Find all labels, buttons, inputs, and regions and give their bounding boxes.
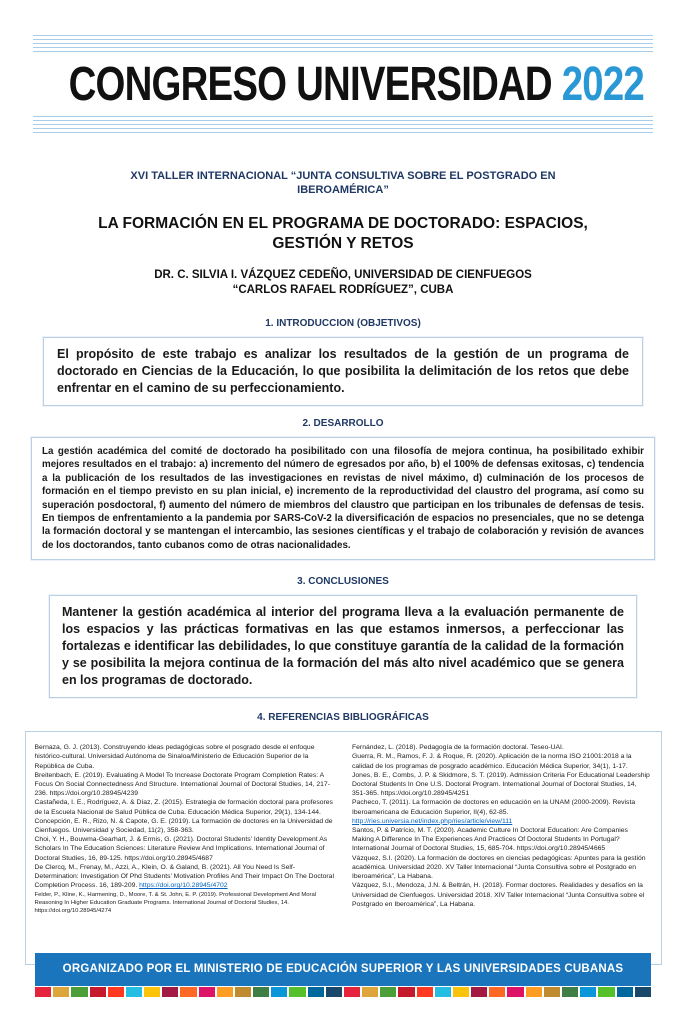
congress-year: 2022 [561, 58, 644, 111]
reference-entry: Bernaza, G. J. (2013). Construyendo ideas pedagógicas sobre el posgrado desde el enfoque histórico-cultural. Universidad Autónoma de Sinaloa/Ministerio de Educación Superior de la República de Cuba. [34, 744, 315, 770]
congress-title-text: CONGRESO UNIVERSIDAD [68, 58, 562, 111]
sdg-color-block [144, 987, 160, 997]
sdg-color-block [417, 987, 433, 997]
sdg-color-block [453, 987, 469, 997]
desarrollo-text-box: La gestión académica del comité de doctorado ha posibilitado con una filosofía de mejora continua, ha posibilitado exhibir mejores resultados en el trabajo: a) incremento del número de egresados por año, b) el 100% de defensas exitosas, c) tendencia a la publicación de los resultados de las investigaciones en revistas de nivel máximo, d) culminación de los procesos de formación en el tiempo previsto en su plan inicial, e) incremento de la reproductividad del claustro del programa, así como su superación posdoctoral, f) aumento del número de miembros del claustro que participan en los tribunales de defensas de tesis. En tiempos de enfrentamiento a la pandemia por SARS-CoV-2 la diversificación de espacios no presenciales, que no se detenga la formación doctoral y se mantengan el intercambio, las sesiones científicas y el trabajo de colaboración y revisión de avances de los doctorandos, tanto cubanos como de otras nacionalidades. [31, 437, 655, 560]
sdg-color-block [635, 987, 651, 997]
sdg-color-strip [35, 987, 651, 997]
sdg-color-block [180, 987, 196, 997]
reference-entry: Breitenbach, E. (2019). Evaluating A Model To Increase Doctorate Program Completion Rates: A Focus On Social Connectedness And Structure. International Journal of Doctoral Studies, 14, 217-236. https://doi.org/10.28945/4239 [34, 771, 330, 798]
sdg-color-block [108, 987, 124, 997]
reference-entry: Choi, Y. H., Bouwma-Gearhart, J. & Ermis, G. (2021). Doctoral Students’ Identity Development As Scholars In The Education Sciences: Literature Review And Implications. International Journal of Doctoral Studies, 16, 89-125. https://doi.org/10.28945/4687 [34, 836, 328, 862]
sdg-color-block [235, 987, 251, 997]
section-heading-introduccion: 1. INTRODUCCION (OBJETIVOS) [265, 318, 421, 329]
sdg-color-block [217, 987, 233, 997]
reference-entry: Concepción, E. R., Rizo, N. & Capote, G. E. (2019). La formación de doctores en la Universidad de Cienfuegos. Universidad y Sociedad, 11(2), 358-363. [34, 817, 333, 835]
sdg-color-block [308, 987, 324, 997]
conclusiones-text-box: Mantener la gestión académica al interior del programa lleva a la evaluación permanente de los espacios y las prácticas formativas en las que estamos inmersos, a perfeccionar las fortalezas e identificar las debilidades, lo que constituye garantía de la calidad de la formación y se posibilita la mejora continua de la formación del más alto nivel académico que se genera en los programas de doctorado. [49, 595, 637, 698]
sdg-color-block [344, 987, 360, 997]
reference-entry: Castañeda, I. E., Rodríguez, A. & Díaz, Z. (2015). Estrategia de formación doctoral para profesores de la Escuela Nacional de Salud Pública de Cuba. Educación Médica Superior, 29(1), 134-144. [34, 799, 333, 816]
sdg-color-block [362, 987, 378, 997]
footer [0, 953, 686, 997]
introduccion-text-box: El propósito de este trabajo es analizar los resultados de la gestión de un programa de doctorado en Ciencias de la Educación, lo que posibilita la delimitación de los retos que debe enfrentar en el camino de su perfeccionamiento. [43, 337, 643, 406]
reference-entry: Santos, P. & Patrício, M. T. (2020). Academic Culture In Doctoral Education: Are Companies Making A Difference In The Experiences And Practices Of Doctoral Students In Portugal? International Journal of Doctoral Studies, 15, 685-704. https://doi.org/10.28945/4665 [352, 827, 628, 853]
references-column-left [35, 743, 335, 953]
section-heading-desarrollo: 2. DESARROLLO [302, 418, 384, 429]
sdg-color-block [162, 987, 178, 997]
sdg-color-block [271, 987, 287, 997]
sdg-color-block [580, 987, 596, 997]
sdg-color-block [562, 987, 578, 997]
reference-entry: Vázquez, S.I., Mendoza, J.N. & Beltrán, H. (2018). Formar doctores. Realidades y desafíos en la Universidad de Cienfuegos. Universidad 2018. XIV Taller Internacional “Junta Consultiva sobre el Postgrado en Iberoamérica”, La Habana. [352, 882, 645, 908]
reference-link[interactable]: http://ries.universia.net/index.php/ries/article/view/111 [352, 817, 513, 825]
sdg-color-block [526, 987, 542, 997]
reference-entry: Guerra, R. M., Ramos, F. J. & Roque, R. (2020). Aplicación de la norma ISO 21001:2018 a la calidad de los programas de posgrado académico. Educación Médica Superior, 34(1), 1-17. [352, 753, 632, 770]
sdg-color-block [598, 987, 614, 997]
author-line-2: “CARLOS RAFAEL RODRÍGUEZ”, CUBA [232, 284, 454, 296]
sdg-color-block [289, 987, 305, 997]
sdg-color-block [489, 987, 505, 997]
sdg-color-block [507, 987, 523, 997]
decorative-lines-top [33, 35, 653, 52]
sdg-color-block [326, 987, 342, 997]
sdg-color-block [435, 987, 451, 997]
sdg-color-block [617, 987, 633, 997]
reference-link[interactable]: https://doi.org/10.28945/4702 [139, 882, 228, 890]
sdg-color-block [471, 987, 487, 997]
reference-entry: Pacheco, T. (2011). La formación de doctores en educación en la UNAM (2000-2009). Revista Iberoamericana de Educación Superior, II(4), 62-85. http://ries.universia.net/index.php/ries/article/view/111 [352, 799, 636, 825]
section-heading-conclusiones: 3. CONCLUSIONES [297, 576, 389, 588]
reference-entry: De Clercq, M., Frenay, M., Azzi, A., Klein, O. & Galand, B. (2021). All You Need Is Self-Determination: Investigation Of Phd Students’ Motivation Profiles And Their Impact On The Doctoral Completion Process. 16, 189-209. https://doi.org/10.28945/4702 [34, 863, 334, 890]
congress-title [68, 58, 644, 111]
sdg-color-block [90, 987, 106, 997]
references-column-right [352, 743, 652, 953]
sdg-color-block [35, 987, 51, 997]
reference-entry: Felder, P., Kline, K., Harmening, D., Moore, T. & St. John, E. P. (2019). Professional Development And Moral Reasoning In Higher Education Graduate Programs. International Journal of Doctoral Studies, 14. https://doi.org/10.28945/4274 [34, 891, 317, 914]
reference-entry: Fernández, L. (2018). Pedagogía de la formación doctoral. Teseo-UAI. [352, 744, 564, 752]
sdg-color-block [544, 987, 560, 997]
decorative-lines-bottom [33, 116, 653, 133]
workshop-subtitle: XVI TALLER INTERNACIONAL “JUNTA CONSULTIVA SOBRE EL POSTGRADO EN IBEROAMÉRICA” [130, 170, 556, 196]
sdg-color-block [253, 987, 269, 997]
sdg-color-block [380, 987, 396, 997]
author-block [63, 268, 623, 298]
paper-title: LA FORMACIÓN EN EL PROGRAMA DE DOCTORADO: ESPACIOS, GESTIÓN Y RETOS [98, 215, 588, 252]
sdg-color-block [398, 987, 414, 997]
reference-entry: Vázquez, S.I. (2020). La formación de doctores en ciencias pedagógicas: Apuntes para la gestión académica. Universidad 2020. XV Taller Internacional “Junta Consultiva sobre el Postgrado en Iberoamérica”, La Habana. [352, 854, 646, 881]
section-heading-referencias: 4. REFERENCIAS BIBLIOGRÁFICAS [257, 712, 429, 724]
author-line-1: DR. C. SILVIA I. VÁZQUEZ CEDEÑO, UNIVERSIDAD DE CIENFUEGOS [154, 269, 532, 281]
sdg-color-block [71, 987, 87, 997]
reference-entry: Jones, B. E., Combs, J. P. & Skidmore, S. T. (2019). Admission Criteria For Educational Leadership Doctoral Students In One U.S. Doctoral Program. International Journal of Doctoral Studies, 14, 351-365. https://doi.org/10.28945/4251 [352, 771, 650, 798]
organizer-banner: ORGANIZADO POR EL MINISTERIO DE EDUCACIÓN SUPERIOR Y LAS UNIVERSIDADES CUBANAS [35, 953, 651, 986]
sdg-color-block [126, 987, 142, 997]
references-box [25, 731, 662, 965]
sdg-color-block [53, 987, 69, 997]
sdg-color-block [199, 987, 215, 997]
